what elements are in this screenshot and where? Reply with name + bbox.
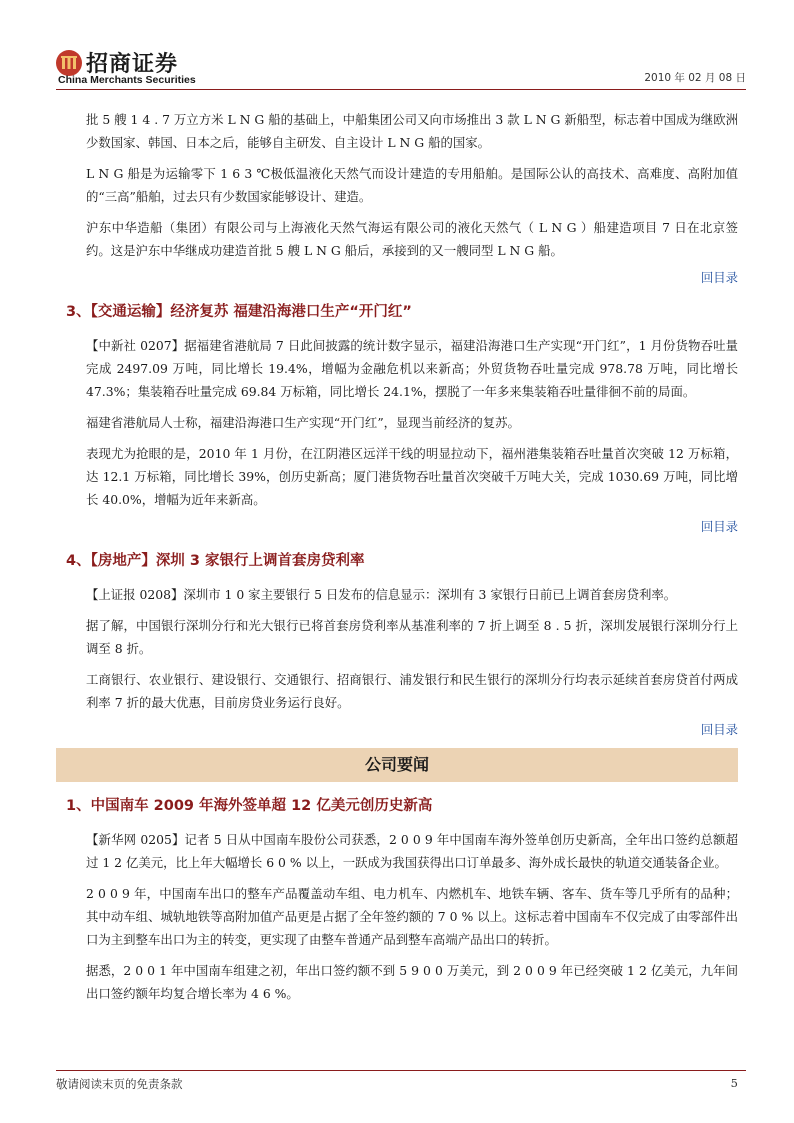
paragraph: 沪东中华造船（集团）有限公司与上海液化天然气海运有限公司的液化天然气（ L N G ）船建造项目 7 日在北京签约。这是沪东中华继成功建造首批 5 艘 L N G 船后，承接到的又一艘同型 L N G 船。 [86, 220, 738, 258]
page-number: 5 [730, 1076, 738, 1090]
logo-text-en: China Merchants Securities [58, 74, 196, 86]
back-to-toc-link[interactable]: 回目录 [700, 722, 738, 737]
paragraph: L N G 船是为运输零下 1 6 3 ℃极低温液化天然气而设计建造的专用船舶。是国际公认的高技术、高难度、高附加值的“三高”船舶，过去只有少数国家能够设计、建造。 [86, 166, 738, 204]
footer-rule [56, 1070, 746, 1071]
section-title: 1、中国南车 2009 年海外签单超 12 亿美元创历史新高 [66, 798, 433, 814]
section-title: 4、【房地产】深圳 3 家银行上调首套房贷利率 [66, 553, 365, 569]
logo-text-cn: 招商证券 [86, 52, 179, 77]
header-rule [56, 89, 746, 90]
paragraph: 据了解，中国银行深圳分行和光大银行已将首套房贷利率从基准利率的 7 折上调至 8 . 5 折，深圳发展银行深圳分行上调至 8 折。 [86, 618, 738, 656]
paragraph: 表现尤为抢眼的是，2010 年 1 月份，在江阴港区远洋干线的明显拉动下，福州港集装箱吞吐量首次突破 12 万标箱，达 12.1 万标箱，同比增长 39%，创历史新高；厦门港货物吞吐量首次突破千万吨大关，完成 1030.69 万吨，同比增长 40.0%，增幅为近年来新高。 [86, 446, 738, 507]
paragraph: 【中新社 0207】据福建省港航局 7 日此间披露的统计数字显示，福建沿海港口生产实现“开门红”，1 月份货物吞吐量完成 2497.09 万吨，同比增长 19.4%，增幅为金融危机以来新高；外贸货物吞吐量完成 978.78 万吨，同比增长 47.3%；集装箱吞吐量完成 69.84 万标箱，同比增长 24.1%，摆脱了一年多来集装箱吞吐量徘徊不前的局面。 [86, 338, 738, 399]
back-to-toc-link[interactable]: 回目录 [700, 519, 738, 534]
back-to-toc-link[interactable]: 回目录 [700, 270, 738, 285]
disclaimer-note: 敬请阅读末页的免责条款 [56, 1077, 183, 1091]
paragraph: 福建省港航局人士称，福建沿海港口生产实现“开门红”，显现当前经济的复苏。 [86, 415, 520, 430]
paragraph: 批 5 艘 1 4 . 7 万立方米 L N G 船的基础上，中船集团公司又向市场推出 3 款 L N G 新船型，标志着中国成为继欧洲少数国家、韩国、日本之后，能够自主研发、自主设计 L N G 船的国家。 [86, 112, 738, 150]
page-header [56, 44, 746, 88]
paragraph: 据悉，2 0 0 1 年中国南车组建之初，年出口签约额不到 5 9 0 0 万美元，到 2 0 0 9 年已经突破 1 2 亿美元，九年间出口签约额年均复合增长率为 4 6 %。 [86, 963, 738, 1001]
paragraph: 【新华网 0205】记者 5 日从中国南车股份公司获悉，2 0 0 9 年中国南车海外签单创历史新高，全年出口签约总额超过 1 2 亿美元，比上年大幅增长 6 0 % 以上，一跃成为我国获得出口订单最多、海外成长最快的轨道交通装备企业。 [86, 832, 738, 870]
logo-icon [56, 50, 82, 76]
section-title: 3、【交通运输】经济复苏 福建沿海港口生产“开门红” [66, 304, 412, 320]
paragraph: 工商银行、农业银行、建设银行、交通银行、招商银行、浦发银行和民生银行的深圳分行均表示延续首套房贷首付两成利率 7 折的最大优惠，目前房贷业务运行良好。 [86, 672, 738, 710]
report-date: 2010 年 02 月 08 日 [644, 72, 746, 84]
main-content [66, 108, 738, 1013]
paragraph: 2 0 0 9 年，中国南车出口的整车产品覆盖动车组、电力机车、内燃机车、地铁车辆、客车、货车等几乎所有的品种；其中动车组、城轨地铁等高附加值产品更是占据了全年签约额的 7 0 % 以上。这标志着中国南车不仅完成了由零部件出口为主到整车出口为主的转变，更实现了由整车普通产品到整车高端产品出口的转折。 [86, 886, 738, 947]
section-banner: 公司要闻 [56, 748, 738, 782]
paragraph: 【上证报 0208】深圳市 1 0 家主要银行 5 日发布的信息显示：深圳有 3 家银行日前已上调首套房贷利率。 [86, 587, 677, 602]
